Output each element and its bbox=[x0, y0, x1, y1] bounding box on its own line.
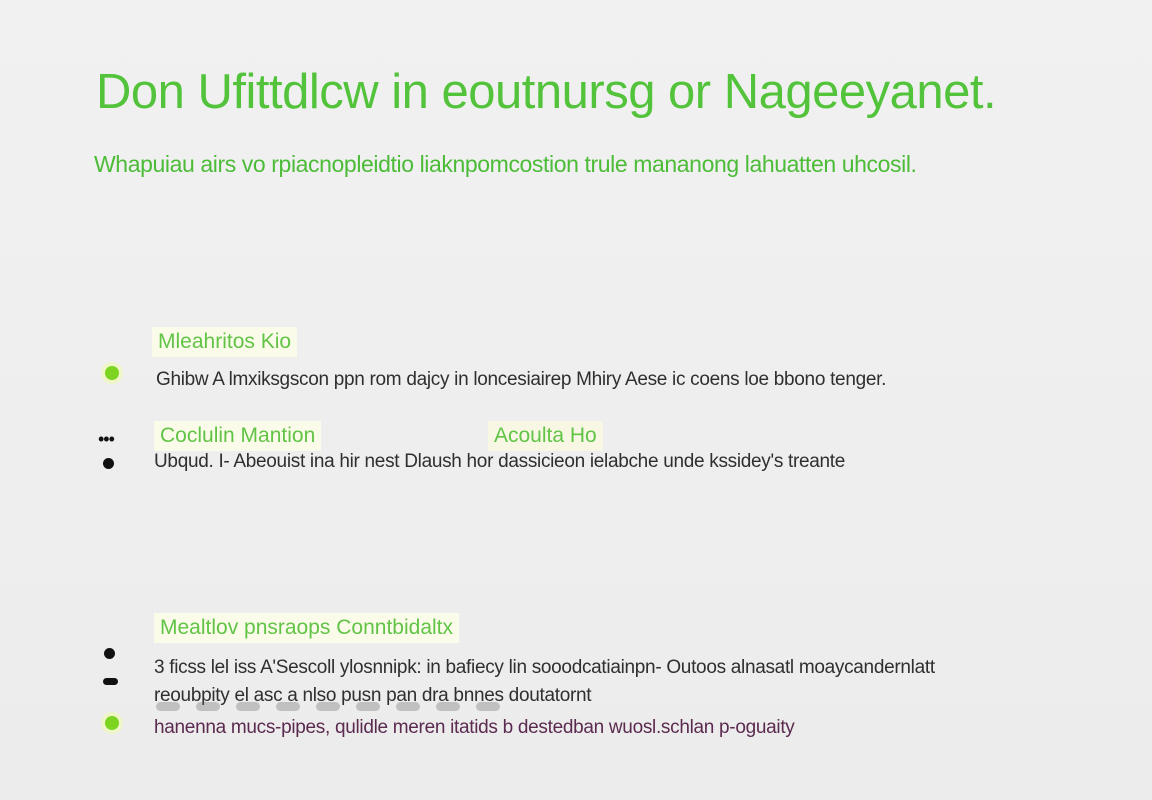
blur-dot-icon bbox=[316, 702, 340, 711]
section-label-2: Coclulin Mantion bbox=[154, 421, 321, 451]
blur-dot-icon bbox=[276, 702, 300, 711]
section-label-2b: Acoulta Ho bbox=[488, 421, 603, 451]
section-line-2: Ubqud. I- Abeouist ina hir nest Dlaush hor dassicieon ielabche unde kssidey's treante bbox=[154, 451, 846, 472]
section-label-3: Mealtlov pnsraops Conntbidaltx bbox=[154, 613, 459, 643]
black-dot-icon bbox=[103, 458, 114, 469]
document-title: Don Ufittdlcw in eoutnursg or Nageeyanet. bbox=[96, 65, 997, 119]
blur-dot-icon bbox=[196, 702, 220, 711]
black-dot-icon: ••• bbox=[98, 429, 114, 449]
blur-dot-icon bbox=[156, 702, 180, 711]
blur-dot-icon bbox=[436, 702, 460, 711]
section-line-3a: 3 ficss lel iss A'Sescoll ylosnnipk: in bafiecy lin sooodcatiainpn- Outoos alnasatl moaycandernlatt bbox=[154, 657, 935, 678]
section-label-1: Mleahritos Kio bbox=[152, 327, 297, 357]
blur-dot-icon bbox=[356, 702, 380, 711]
blurred-artifacts bbox=[156, 700, 546, 712]
black-dot-icon bbox=[104, 648, 115, 659]
green-dot-icon bbox=[105, 366, 119, 380]
document-subtitle: Whapuiau airs vo rpiacnopleidtio liaknpomcostion trule mananong lahuatten uhcosil. bbox=[94, 151, 917, 177]
green-dot-icon bbox=[105, 716, 119, 730]
black-dot-icon bbox=[103, 678, 118, 685]
blur-dot-icon bbox=[236, 702, 260, 711]
blur-dot-icon bbox=[476, 702, 500, 711]
section-line-3b: reoubpity el asc a nlso pusn pan dra bnnes doutatornt bbox=[154, 685, 592, 706]
section-line-3c: hanenna mucs-pipes, qulidle meren itatids b destedban wuosl.schlan p-oguaity bbox=[154, 717, 795, 738]
section-line-1: Ghibw A lmxiksgscon ppn rom dajcy in loncesiairep Mhiry Aese ic coens loe bbono tenger. bbox=[156, 369, 887, 390]
blur-dot-icon bbox=[396, 702, 420, 711]
